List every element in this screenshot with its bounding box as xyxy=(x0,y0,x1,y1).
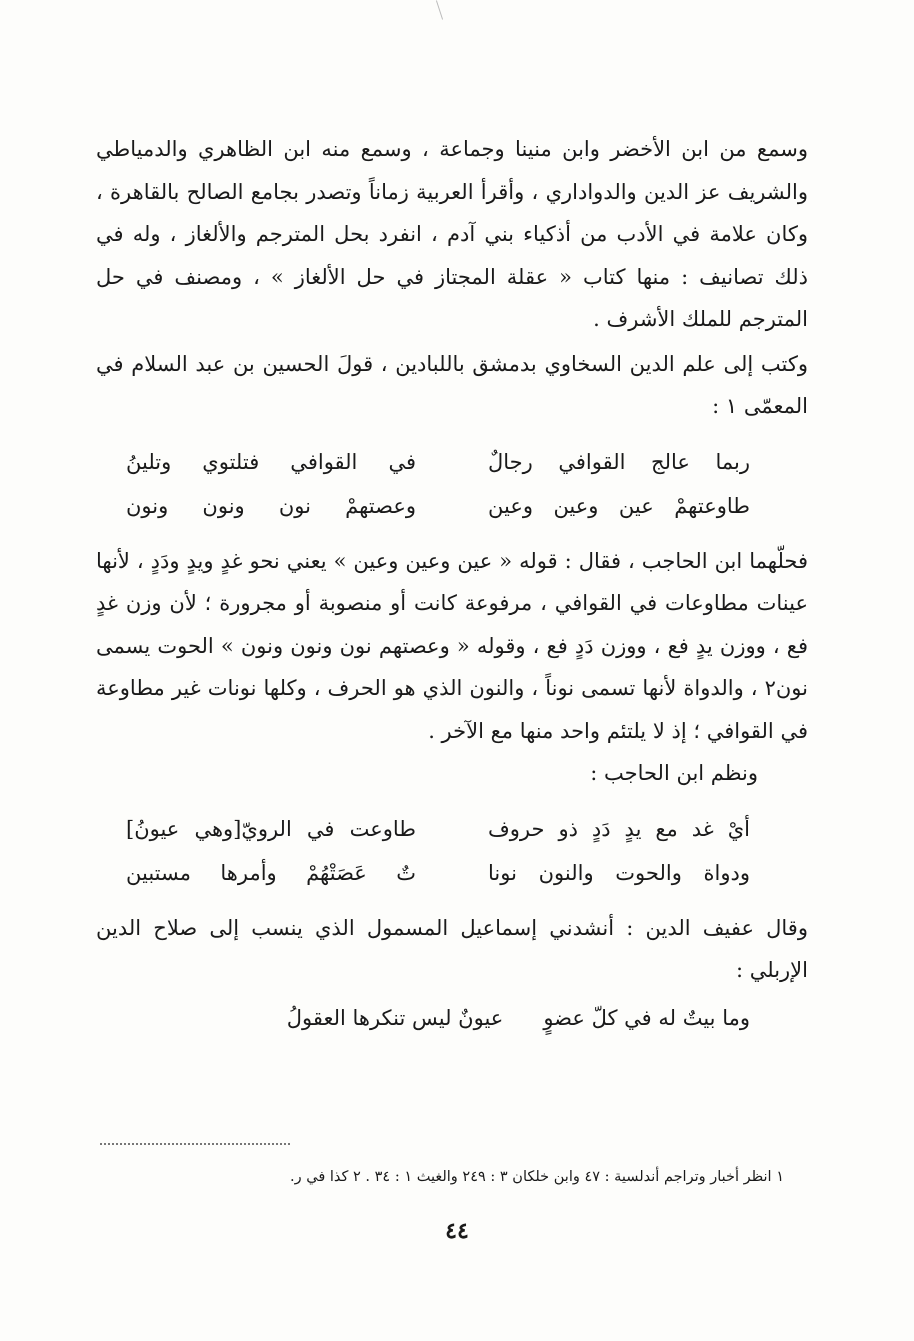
scan-artifact-line xyxy=(436,0,443,19)
verse-line xyxy=(126,851,750,895)
verse-second-hemistich: في القوافي فتلتوي وتلينُ xyxy=(126,449,416,474)
verse-first-hemistich: طاوعتهمْ عين وعين وعين xyxy=(488,493,750,518)
verse-first-hemistich: وما بيتٌ له في كلّ عضوٍ xyxy=(543,1005,750,1030)
paragraph-afif-intro: وقال عفيف الدين : أنشدني إسماعيل المسمول الذي ينسب إلى صلاح الدين الإربلي : xyxy=(96,915,808,982)
verse-second-hemistich: تٌ عَصَتْهُمْ وأمرها مستبين xyxy=(126,860,416,885)
verse-line xyxy=(126,440,750,484)
verse-block-riddle xyxy=(96,440,808,528)
verse-line xyxy=(96,996,750,1040)
footnote: ١ انظر أخبار وتراجم أندلسية : ٤٧ وابن خلكان ٣ : ٢٤٩ والغيث ١ : ٣٤ . ٢ كذا في ر. xyxy=(290,1169,784,1185)
verse-first-hemistich: ربما عالج القوافي رجالٌ xyxy=(488,449,750,474)
paragraph-biography: وسمع من ابن الأخضر وابن منينا وجماعة ، وسمع منه ابن الظاهري والدمياطي والشريف عز الدين والدواداري ، وأقرأ العربية زماناً وتصدر بجامع الصالح بالقاهرة ، وكان علامة في الأدب من أذكياء بني آدم ، انفرد بحل المترجم والألغاز ، وله في ذلك تصانيف : منها كتاب « عقلة المجتاز في حل الألغاز » ، ومصنف في حل المترجم للملك الأشرف . xyxy=(96,137,808,331)
verse-second-hemistich: عيونٌ ليس تنكرها العقولُ xyxy=(286,1005,504,1030)
verse-second-hemistich: طاوعت في الرويّ[وهي عيونُ] xyxy=(126,816,416,841)
page-number: ٤٤ xyxy=(445,1218,469,1244)
verse-block-ibn-hajib xyxy=(96,807,808,895)
verse-first-hemistich: أيْ غد مع يدٍ دَدٍ ذو حروف xyxy=(488,816,750,841)
footnote-separator xyxy=(100,1143,290,1145)
paragraph-letter-intro: وكتب إلى علم الدين السخاوي بدمشق باللبادين ، قولَ الحسين بن عبد السلام في المعمّى ١ : xyxy=(96,351,808,418)
paragraph-verse-intro: ونظم ابن الحاجب : xyxy=(590,761,758,785)
verse-block-riddle-eye xyxy=(96,996,808,1040)
paragraph-solution: فحلّهما ابن الحاجب ، فقال : قوله « عين وعين وعين » يعني نحو غدٍ ويدٍ ودَدٍ ، لأنها عينات مطاوعات في القوافي ، مرفوعة كانت أو منصوبة أو مجرورة ؛ لأن وزن غدٍ فع ، ووزن يدٍ فع ، ووزن دَدٍ فع ، وقوله « وعصتهم نون ونون ونون » الحوت يسمى نون٢ ، والدواة لأنها تسمى نوناً ، والنون الذي هو الحرف ، وكلها نونات غير مطاوعة في القوافي ؛ إذ لا يلتئم واحد منها مع الآخر . xyxy=(96,548,808,743)
verse-first-hemistich: ودواة والحوت والنون نونا xyxy=(488,860,750,885)
page-body xyxy=(96,128,808,1050)
verse-line xyxy=(126,807,750,851)
verse-second-hemistich: وعصتهمْ نون ونون ونون xyxy=(126,493,416,518)
verse-line xyxy=(126,484,750,528)
